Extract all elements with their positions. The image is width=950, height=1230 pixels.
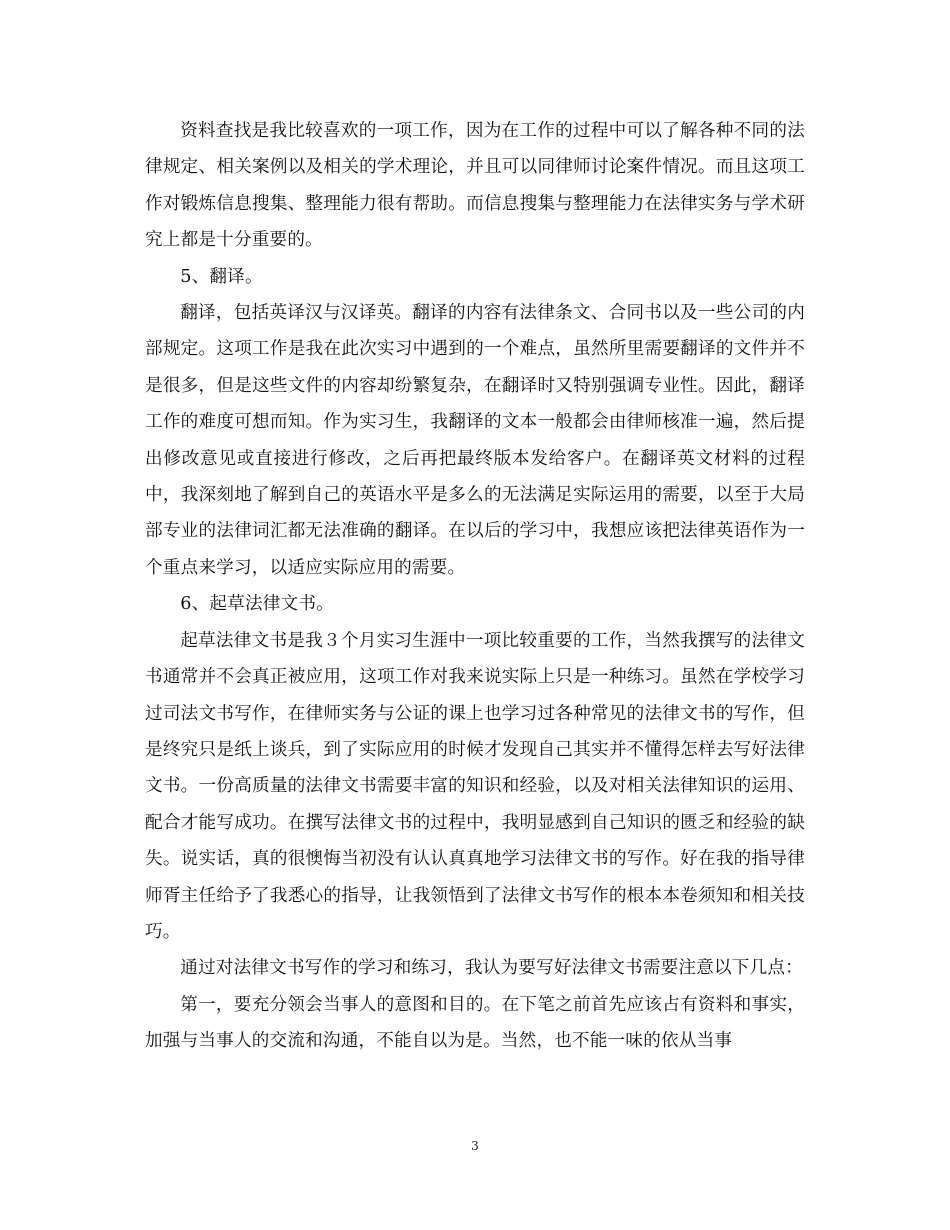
page-number: 3: [471, 1139, 479, 1153]
document-body: [145, 113, 805, 1060]
paragraph-research: 资料查找是我比较喜欢的一项工作，因为在工作的过程中可以了解各种不同的法律规定、相关案例以及相关的学术理论，并且可以同律师讨论案件情况。而且这项工作对锻炼信息搜集、整理能力很有帮助。而信息搜集与整理能力在法律实务与学术研究上都是十分重要的。: [145, 121, 805, 251]
paragraph-translation: 翻译，包括英译汉与汉译英。翻译的内容有法律条文、合同书以及一些公司的内部规定。这项工作是我在此次实习中遇到的一个难点，虽然所里需要翻译的文件并不是很多，但是这些文件的内容却纷繁复杂，在翻译时又特别强调专业性。因此，翻译工作的难度可想而知。作为实习生，我翻译的文本一般都会由律师核准一遍，然后提出修改意见或直接进行修改，之后再把最终版本发给客户。在翻译英文材料的过程中，我深刻地了解到自己的英语水平是多么的无法满足实际运用的需要，以至于大局部专业的法律词汇都无法准确的翻译。在以后的学习中，我想应该把法律英语作为一个重点来学习，以适应实际应用的需要。: [145, 303, 805, 578]
heading-translation: 5、翻译。: [180, 266, 263, 287]
paragraph-drafting: 起草法律文书是我３个月实习生涯中一项比较重要的工作，当然我撰写的法律文书通常并不会真正被应用，这项工作对我来说实际上只是一种练习。虽然在学校学习过司法文书写作，在律师实务与公证的课上也学习过各种常见的法律文书的写作，但是终究只是纸上谈兵，到了实际应用的时候才发现自己其实并不懂得怎样去写好法律文书。一份高质量的法律文书需要丰富的知识和经验，以及对相关法律知识的运用、配合才能写成功。在撰写法律文书的过程中，我明显感到自己知识的匮乏和经验的缺失。说实话，真的很懊悔当初没有认认真真地学习法律文书的写作。好在我的指导律师胥主任给予了我悉心的指导，让我领悟到了法律文书写作的根本本卷须知和相关技巧。: [145, 630, 805, 942]
heading-drafting: 6、起草法律文书。: [180, 594, 334, 615]
paragraph-key-points: 通过对法律文书写作的学习和练习，我认为要写好法律文书需要注意以下几点：: [180, 958, 803, 979]
paragraph-first-point: 第一，要充分领会当事人的意图和目的。在下笔之前首先应该占有资料和事实，加强与当事人的交流和沟通，不能自以为是。当然，也不能一味的依从当事: [145, 994, 805, 1052]
